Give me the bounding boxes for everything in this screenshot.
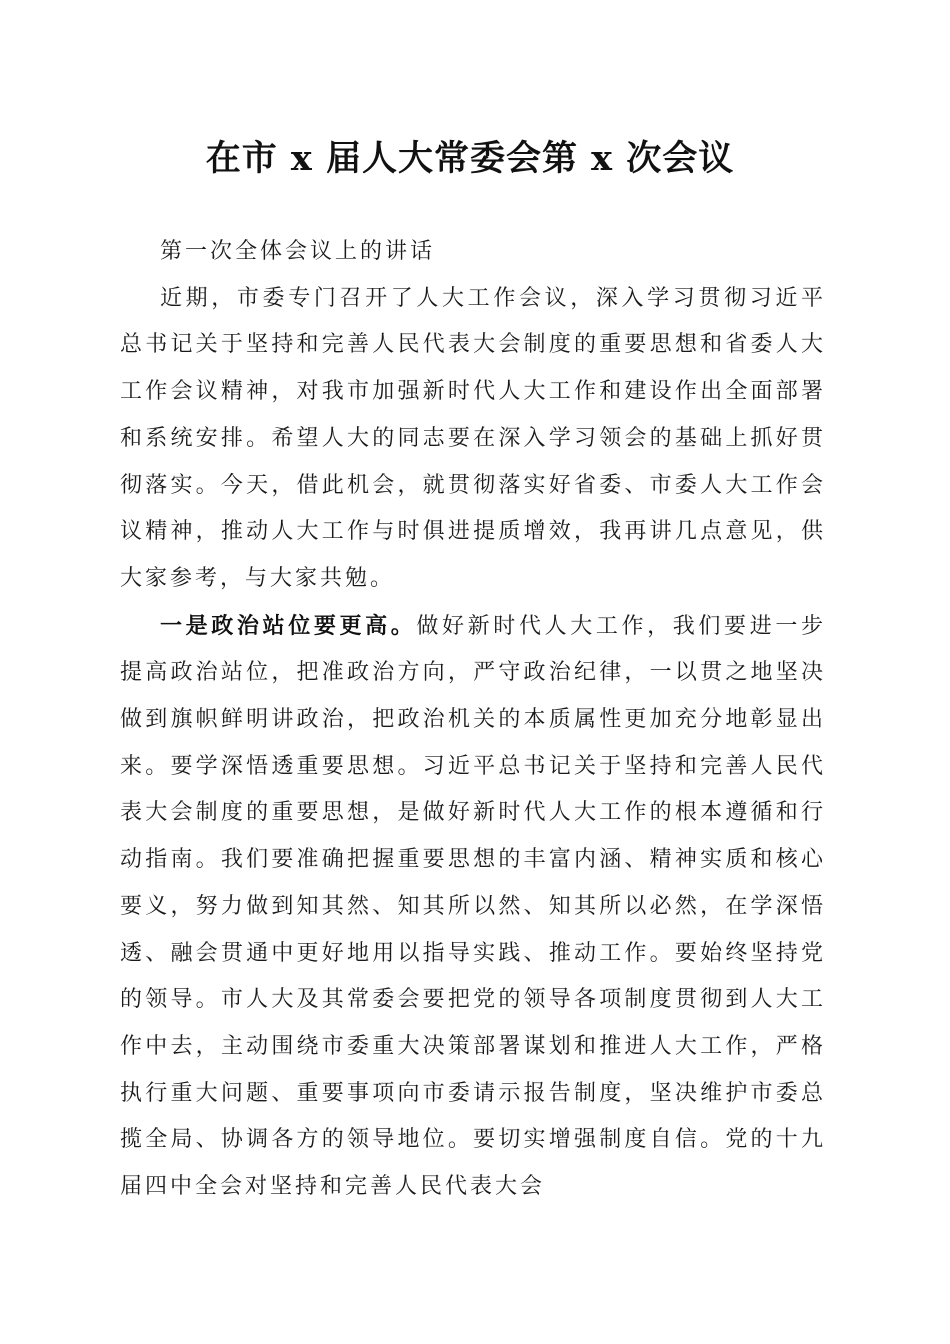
document-title: 在市 x 届人大常委会第 x 次会议 xyxy=(205,138,735,179)
paragraph-lead-heading: 一是政治站位要更高。 xyxy=(160,612,417,639)
subtitle-text: 第一次全体会议上的讲话 xyxy=(160,239,436,264)
paragraph-text: 近期，市委专门召开了人大工作会议，深入学习贯彻习近平总书记关于坚持和完善人民代表大会制度的重要思想和省委人大工作会议精神，对我市加强新时代人大工作和建设作出全面部署和系统安排。希望人大的同志要在深入学习领会的基础上抓好贯彻落实。今天，借此机会，就贯彻落实好省委、市委人大工作会议精神，推动人大工作与时俱进提质增效，我再讲几点意见，供大家参考，与大家共勉。 xyxy=(120,285,826,591)
subtitle-line xyxy=(120,229,826,276)
document-body xyxy=(120,229,826,1211)
paragraph-political-stance xyxy=(120,603,826,1211)
paragraph-text: 做好新时代人大工作，我们要进一步提高政治站位，把准政治方向，严守政治纪律，一以贯之地坚决做到旗帜鲜明讲政治，把政治机关的本质属性更加充分地彰显出来。要学深悟透重要思想。习近平总书记关于坚持和完善人民代表大会制度的重要思想，是做好新时代人大工作的根本遵循和行动指南。我们要准确把握重要思想的丰富内涵、精神实质和核心要义，努力做到知其然、知其所以然、知其所以必然，在学深悟透、融会贯通中更好地用以指导实践、推动工作。要始终坚持党的领导。市人大及其常委会要把党的领导各项制度贯彻到人大工作中去，主动围绕市委重大决策部署谋划和推进人大工作，严格执行重大问题、重要事项向市委请示报告制度，坚决维护市委总揽全局、协调各方的领导地位。要切实增强制度自信。党的十九届四中全会对坚持和完善人民代表大会 xyxy=(120,613,826,1200)
paragraph-intro xyxy=(120,276,826,603)
